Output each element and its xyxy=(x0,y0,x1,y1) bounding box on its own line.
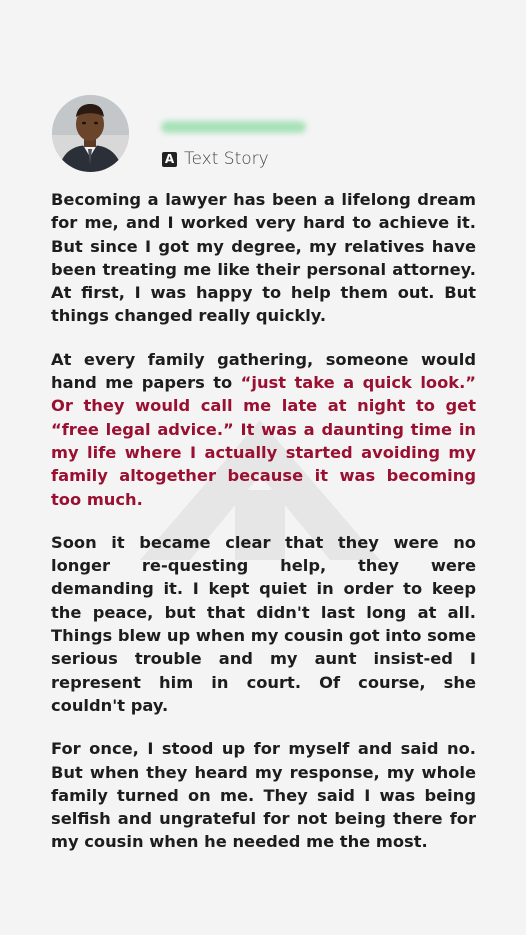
author-name-blurred xyxy=(161,121,306,133)
story-type-label: Text Story xyxy=(184,149,269,169)
story-header xyxy=(52,95,492,175)
paragraph-2-highlight: “just take a quick look.” Or they would call me late at night to get “free legal advice.” It was a daunting time in my life where I actually started avoiding my family altogether because it was becoming too much. xyxy=(51,373,476,509)
paragraph-4: For once, I stood up for myself and said no. But when they heard my response, my whole family turned on me. They said I was being selfish and ungrateful for not being there for my cousin when he needed me the most. xyxy=(51,739,476,852)
author-photo xyxy=(52,95,129,172)
story-body xyxy=(51,188,476,874)
paragraph-1: Becoming a lawyer has been a lifelong dream for me, and I worked very hard to achieve it. But since I got my degree, my relatives have been treating me like their personal attorney. At first, I was happy to help them out. But things changed really quickly. xyxy=(51,190,476,326)
paragraph-2 xyxy=(51,348,476,511)
text-story-icon: A xyxy=(162,152,177,167)
avatar xyxy=(52,95,129,172)
paragraph-2-text: At every family gathering, someone would hand me papers to xyxy=(51,349,476,393)
paragraph-3: Soon it became clear that they were no longer re-questing help, they were demanding it. I kept quiet in order to keep the peace, but that didn't last long at all. Things blew up when my cousin got into some serious trouble and my aunt insist-ed I represent him in court. Of course, she couldn't pay. xyxy=(51,532,476,715)
story-type-tag xyxy=(162,149,269,169)
